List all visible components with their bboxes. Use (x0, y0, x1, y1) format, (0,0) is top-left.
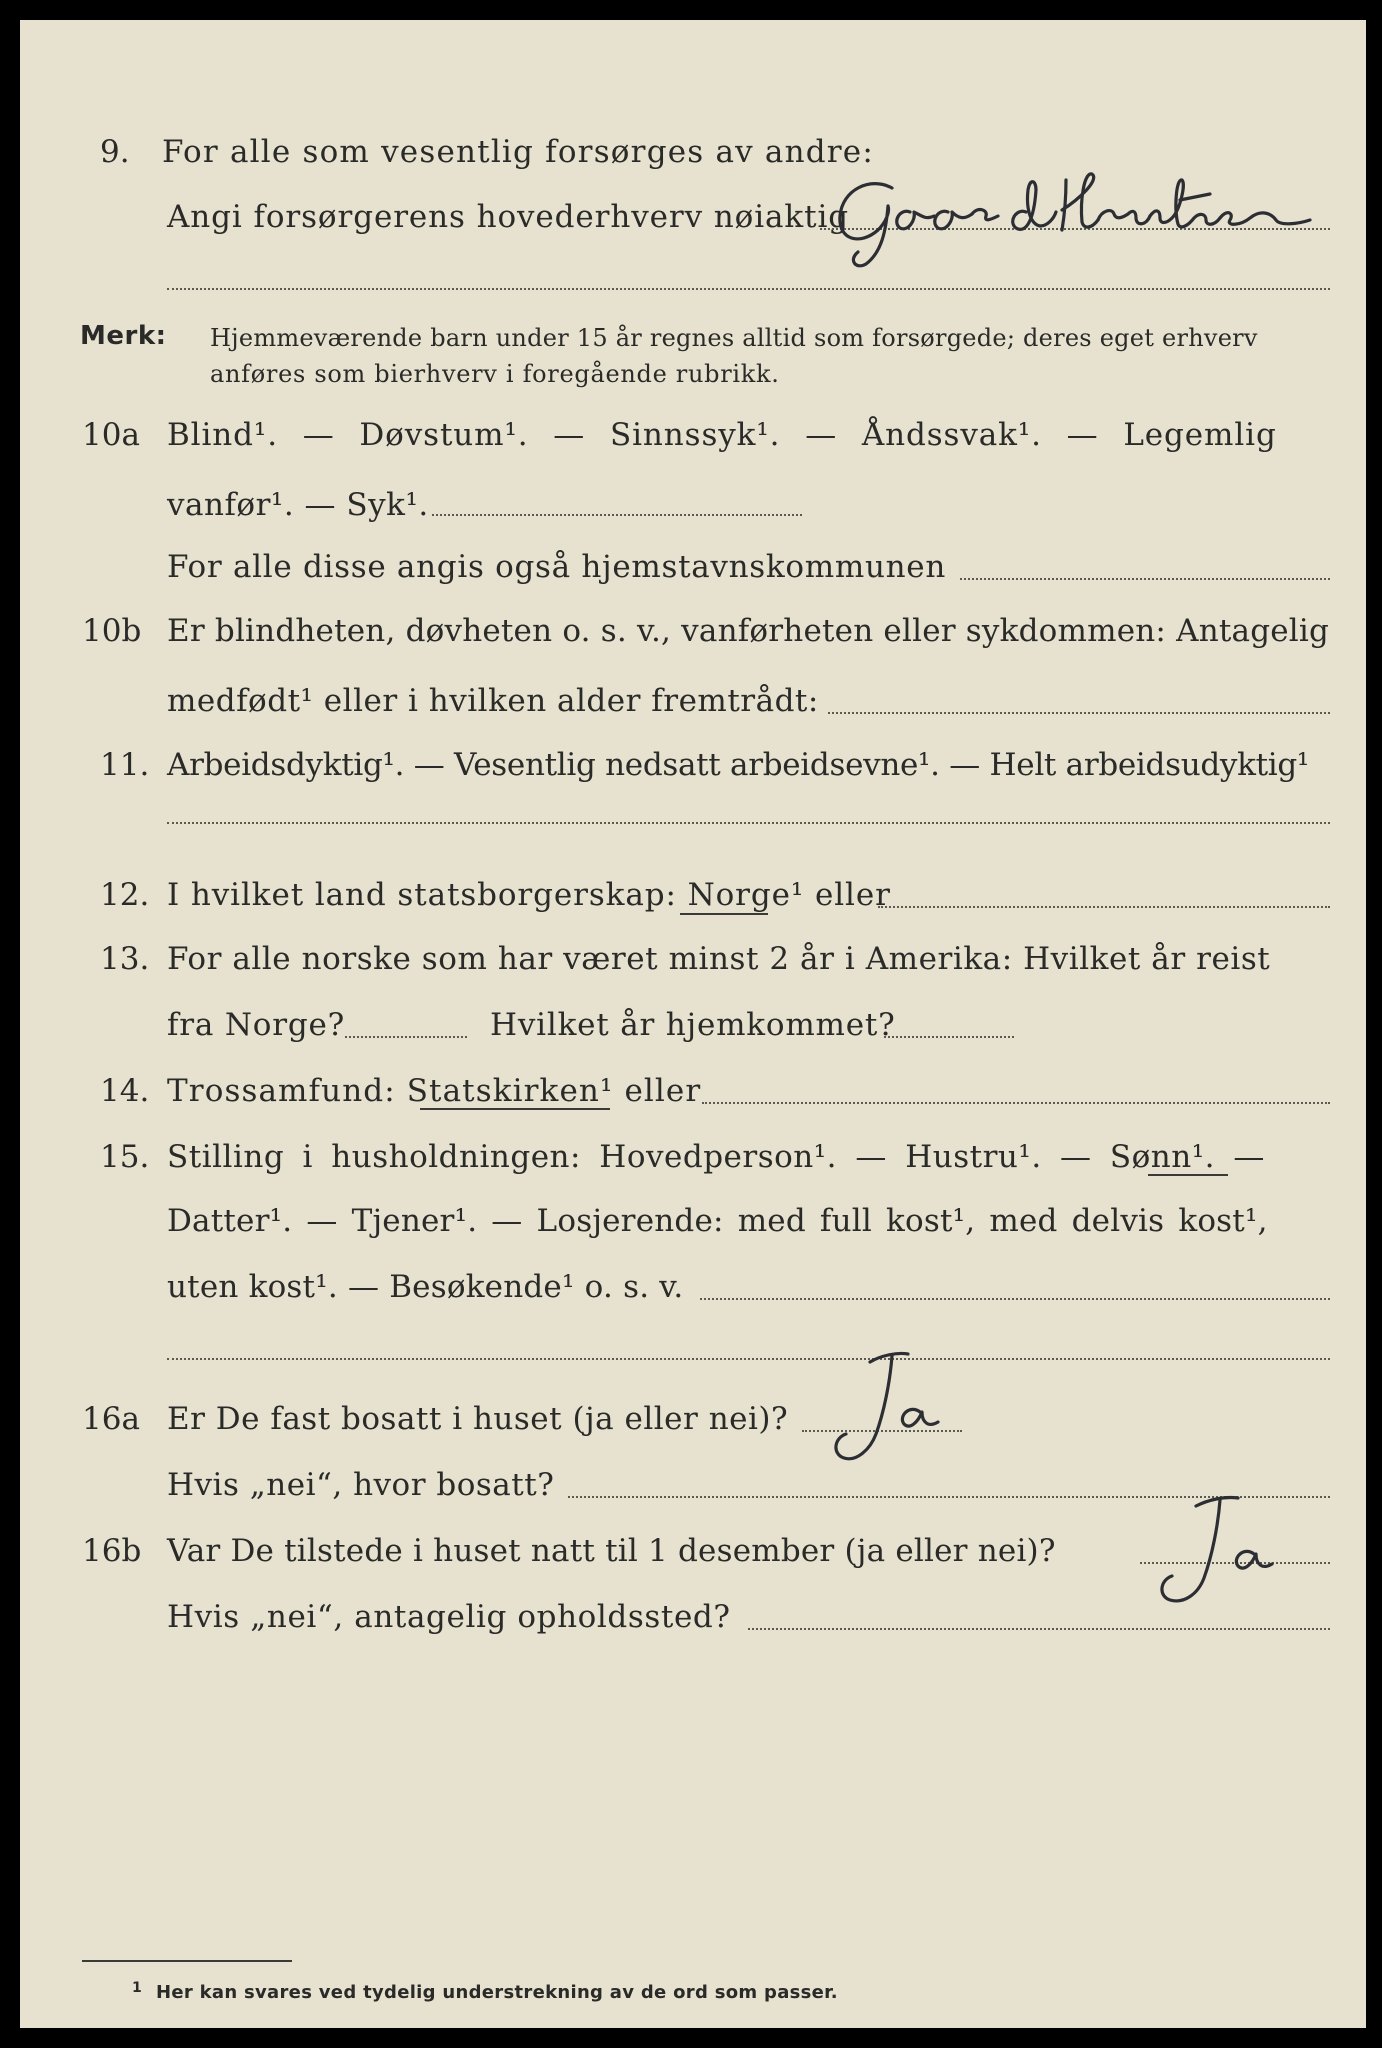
footnote-mark: 1 (132, 1980, 142, 1996)
q10a-line-1: Blind¹. — Døvstum¹. — Sinnssyk¹. — Åndssvak¹. — Legemlig (167, 417, 1277, 453)
q14-line-1: Trossamfund: Statskirken¹ eller (167, 1073, 702, 1109)
q12-answer-line (878, 906, 1330, 908)
q13-line-2b: Hvilket år hjemkommet? (490, 1007, 896, 1043)
q10a-number: 10a (82, 417, 140, 453)
q16b-opholdssted-line (748, 1628, 1330, 1630)
q15-number: 15. (100, 1139, 150, 1175)
footnote-rule (82, 1960, 292, 1962)
q15-line-3: uten kost¹. — Besøkende¹ o. s. v. (167, 1269, 684, 1305)
q9-number: 9. (100, 134, 130, 170)
q16a-line-2: Hvis „nei“, hvor bosatt? (167, 1467, 555, 1503)
q16b-number: 16b (82, 1533, 142, 1569)
q14-answer-line (702, 1102, 1330, 1104)
q10a-hjemstavn-line (960, 578, 1330, 580)
q11-line-1: Arbeidsdyktig¹. — Vesentlig nedsatt arbeidsevne¹. — Helt arbeidsudyktig¹ (167, 747, 1310, 783)
q12-line-1: I hvilket land statsborgerskap: Norge¹ eller (167, 877, 891, 913)
q10b-answer-line (828, 712, 1330, 714)
q16b-line-1: Var De tilstede i huset natt til 1 desember (ja eller nei)? (167, 1533, 1056, 1569)
q15-extra-answer-line (167, 1358, 1330, 1360)
q10b-line-1: Er blindheten, døvheten o. s. v., vanførheten eller sykdommen: Antagelig (167, 613, 1330, 649)
census-form-page (20, 20, 1366, 2028)
q15-sonn-underline (1148, 1174, 1228, 1176)
q14-statskirken-underline (420, 1108, 610, 1110)
q13-line-2a: fra Norge? (167, 1007, 346, 1043)
merk-line-2: anføres som bierhverv i foregående rubrikk. (210, 360, 780, 388)
q9-extra-answer-line (167, 288, 1330, 290)
merk-line-1: Hjemmeværende barn under 15 år regnes alltid som forsørgede; deres eget erhverv (210, 324, 1258, 352)
q16b-line-2: Hvis „nei“, antagelig opholdssted? (167, 1599, 731, 1635)
q9-line-2: Angi forsørgerens hovederhverv nøiaktig (167, 199, 850, 235)
q10a-line-2: vanfør¹. — Syk¹. (167, 487, 429, 523)
q10b-line-2: medfødt¹ eller i hvilken alder fremtrådt: (167, 683, 819, 719)
q16a-handwritten-answer (800, 1342, 980, 1482)
q16a-number: 16a (82, 1401, 140, 1437)
q11-number: 11. (100, 747, 150, 783)
q9-line-1: For alle som vesentlig forsørges av andre: (162, 134, 874, 170)
q9-handwritten-answer (830, 160, 1350, 270)
q15-line-2: Datter¹. — Tjener¹. — Losjerende: med full kost¹, med delvis kost¹, (167, 1203, 1268, 1239)
q10b-number: 10b (82, 613, 142, 649)
q16a-line-1: Er De fast bosatt i huset (ja eller nei)? (167, 1401, 789, 1437)
q10a-syk-line (432, 514, 802, 516)
q10a-line-3: For alle disse angis også hjemstavnskommunen (167, 549, 946, 585)
merk-label: Merk: (80, 321, 167, 351)
q15-line-1: Stilling i husholdningen: Hovedperson¹. — Hustru¹. — Sønn¹. — (167, 1139, 1265, 1175)
q12-number: 12. (100, 877, 150, 913)
q13-reist-line (345, 1036, 467, 1038)
footnote-text: Her kan svares ved tydelig understrekning av de ord som passer. (156, 1982, 838, 2003)
q11-answer-line (167, 822, 1330, 824)
q13-number: 13. (100, 941, 150, 977)
q12-norge-underline (680, 913, 768, 915)
q13-line-1: For alle norske som har været minst 2 år i Amerika: Hvilket år reist (167, 941, 1271, 977)
q15-answer-line (700, 1298, 1330, 1300)
q13-hjemkommet-line (884, 1036, 1014, 1038)
q16b-handwritten-answer (1120, 1482, 1320, 1622)
q14-number: 14. (100, 1073, 150, 1109)
